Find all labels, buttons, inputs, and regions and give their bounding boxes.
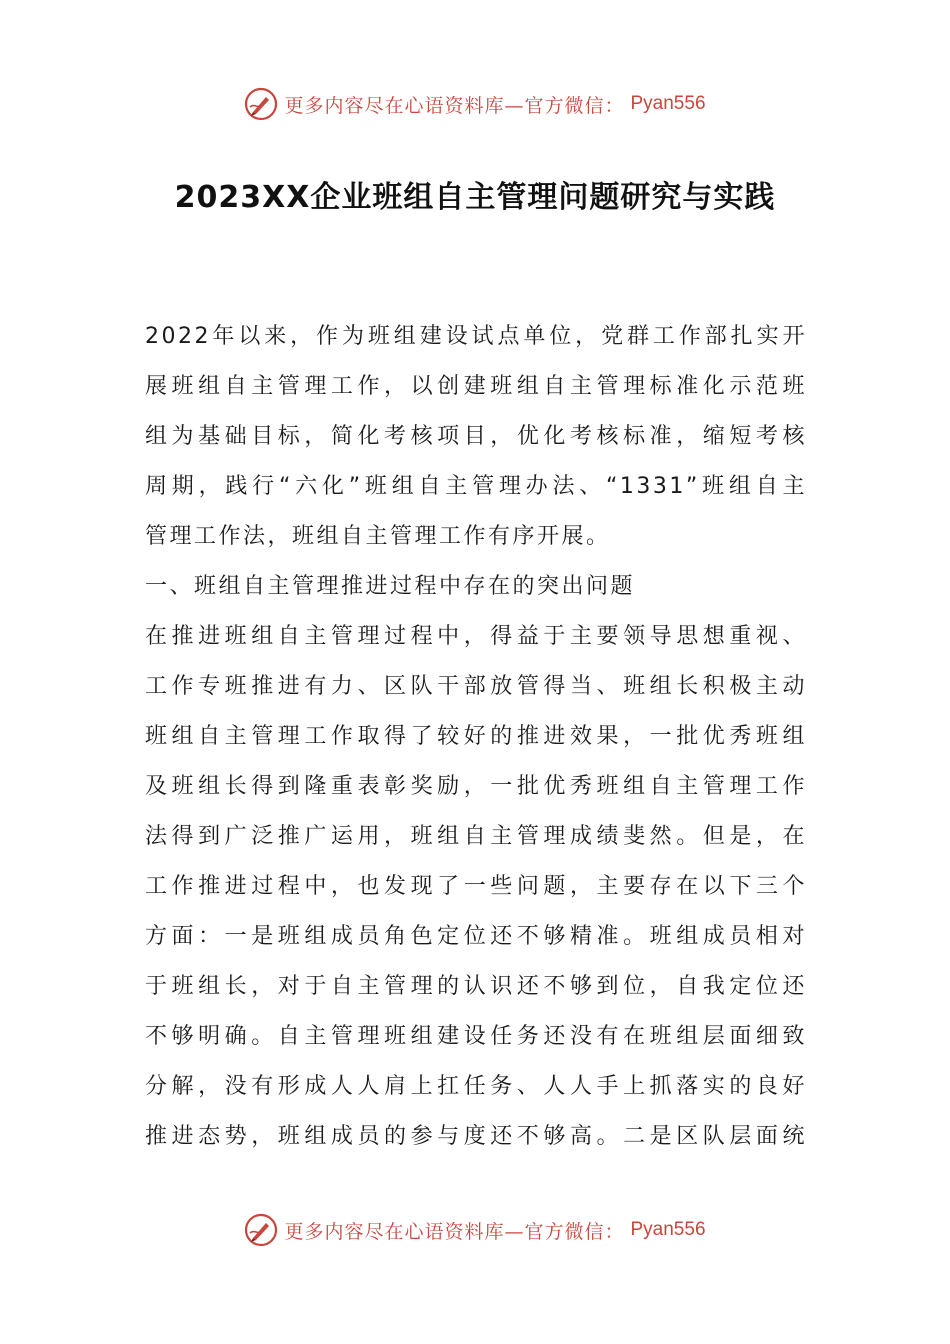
body-line: 不够明确。自主管理班组建设任务还没有在班组层面细致 xyxy=(145,1024,807,1049)
body-line: 管理工作法，班组自主管理工作有序开展。 xyxy=(145,524,611,549)
footer-banner-handle: Pyan556 xyxy=(630,1219,706,1240)
body-line: 班组自主管理工作取得了较好的推进效果，一批优秀班组 xyxy=(145,724,807,749)
body-line: 周期，践行“六化”班组自主管理办法、“1331”班组自主 xyxy=(145,474,807,499)
body-line: 2022年以来，作为班组建设试点单位，党群工作部扎实开 xyxy=(145,324,807,349)
body-line: 在推进班组自主管理过程中，得益于主要领导思想重视、 xyxy=(145,624,807,649)
body-line: 工作专班推进有力、区队干部放管得当、班组长积极主动 xyxy=(145,674,807,699)
pen-logo-icon xyxy=(244,1213,278,1247)
header-watermark-banner xyxy=(0,86,950,122)
header-banner-text: 更多内容尽在心语资料库—官方微信： xyxy=(284,94,625,117)
header-banner-handle: Pyan556 xyxy=(630,93,706,114)
body-line: 于班组长，对于自主管理的认识还不够到位，自我定位还 xyxy=(145,974,807,999)
body-line: 展班组自主管理工作，以创建班组自主管理标准化示范班 xyxy=(145,374,807,399)
body-line: 方面：一是班组成员角色定位还不够精准。班组成员相对 xyxy=(145,924,807,949)
footer-watermark-banner xyxy=(0,1212,950,1248)
body-line: 分解，没有形成人人肩上扛任务、人人手上抓落实的良好 xyxy=(145,1074,807,1099)
section-heading: 一、班组自主管理推进过程中存在的突出问题 xyxy=(145,574,636,599)
pen-logo-icon xyxy=(244,87,278,121)
document-body xyxy=(145,312,807,1162)
body-line: 法得到广泛推广运用，班组自主管理成绩斐然。但是，在 xyxy=(145,824,807,849)
document-title: 2023XX企业班组自主管理问题研究与实践 xyxy=(174,180,776,215)
body-line: 组为基础目标，简化考核项目，优化考核标准，缩短考核 xyxy=(145,424,807,449)
body-line: 及班组长得到隆重表彰奖励，一批优秀班组自主管理工作 xyxy=(145,774,807,799)
body-line: 工作推进过程中，也发现了一些问题，主要存在以下三个 xyxy=(145,874,807,899)
footer-banner-text: 更多内容尽在心语资料库—官方微信： xyxy=(284,1220,625,1243)
body-line: 推进态势，班组成员的参与度还不够高。二是区队层面统 xyxy=(145,1124,807,1149)
